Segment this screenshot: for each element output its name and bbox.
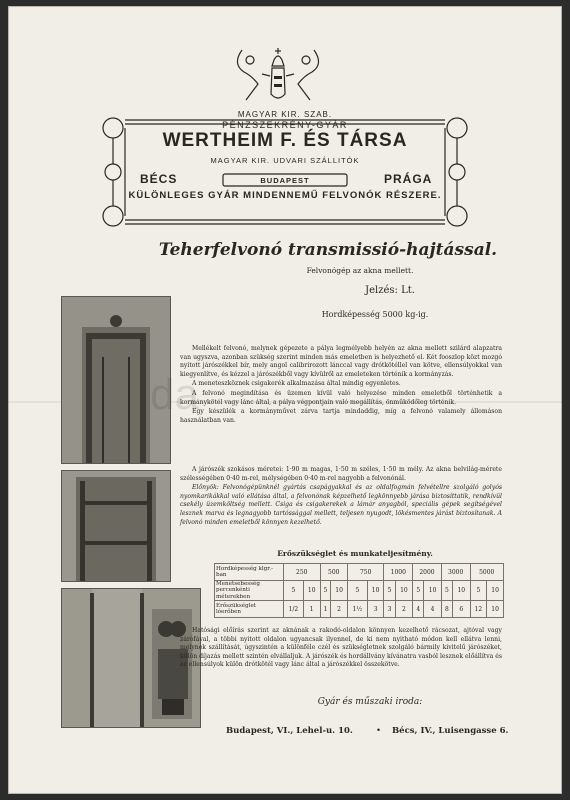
table-cell: 5000: [470, 564, 503, 581]
letterhead-line3: MAGYAR KIR. UDVARI SZÁLLITÓK: [210, 156, 360, 165]
paragraph: Mellékelt felvonó, melynek gépezete a pálya legmélyebb helyén az akna mellett szilárd alapzatra van ugyszva, azonban szükség szerint minden más emeletben is helyezhető el. Két fooszlop közt mozgó nyitott járószékkel bír, mely angol calibrirozott lánccal vagy drótkötéllel van kötve, ellensúlyokkal van kiegyenlítve, és kézzel a járószékből vagy kívülről az emeleteken történik a kormányzás.: [180, 345, 502, 378]
table-cell: 6: [453, 601, 470, 618]
marking-label: Jelzés: Lt.: [365, 285, 415, 296]
table-cell: 1000: [384, 564, 413, 581]
letterhead-line4: KÜLÖNLEGES GYÁR MINDENNEMŰ FELVONÓK RÉSZERE.: [128, 190, 442, 201]
paragraph: A felvonó megindítása és üzemen kívül való helyezése minden emeletből történhetik a kormánykötél vagy lánc által, a pálya végpontjain való megállítás, önműködőleg történik.: [180, 389, 502, 406]
table-cell: 10: [395, 581, 412, 601]
letterhead-line2: PÉNZSZEKRÉNY-GYÁR: [222, 120, 348, 130]
performance-table: [214, 563, 504, 618]
table-title: Erőszükséglet és munkateljesítmény.: [277, 549, 433, 558]
table-cell: 5: [320, 581, 331, 601]
table-cell: 4: [424, 601, 441, 618]
table-cell: 5: [413, 581, 424, 601]
body-section-2: [180, 466, 502, 527]
company-name: WERTHEIM F. ÉS TÁRSA: [162, 130, 408, 151]
table-cell: 1/2: [284, 601, 304, 618]
body-section-3: [180, 627, 502, 670]
table-cell: 250: [284, 564, 321, 581]
table-cell: 8: [441, 601, 452, 618]
table-row: [215, 564, 504, 581]
address-vienna: Bécs, IV., Luisengasse 6.: [392, 726, 509, 736]
city-left: BÉCS: [140, 172, 178, 186]
letterhead-line1: MAGYAR KIR. SZAB.: [237, 110, 333, 119]
table-cell: 1: [303, 601, 320, 618]
paragraph: Előnyök: Felvonógépünknél gyártás csapágyakkal és az oldalfogmán felvétellre szolgáló golyós nyomkarikákkal való ellátása által, a felvonónak képzelhető legkönnyebb járása biztosíttatik, rendkívül csekély üzemköltség mellett. Csiga és csigakerekek a lámár anyagból, speciális gépek segítségével lesznek marva és legnagyobb tartóssággal mellett, teljesen nyugodt, lökésmentes járást biztosítanak. A felvonó minden emeletből könnyen kezelhető.: [180, 484, 502, 526]
table-cell: 10: [487, 601, 504, 618]
row-label: Hordképesség klgr.-ban: [215, 564, 284, 581]
address-budapest: Budapest, VI., Lehel-u. 10.: [226, 726, 353, 736]
table-cell: 2: [331, 601, 348, 618]
paragraph: Egy készülék a kormányművet zárva tartja mindaddig, míg a felvonó valamely állomáson használatban van.: [180, 408, 502, 424]
table-cell: 3: [384, 601, 395, 618]
table-row: [215, 601, 504, 618]
body-section-1: [180, 345, 502, 425]
table-cell: 10: [303, 581, 320, 601]
table-row: [215, 581, 504, 601]
table-cell: 10: [331, 581, 348, 601]
paragraph: A járószék szokásos méretei: 1·90 m magas, 1·50 m széles, 1·50 m mély. Az akna belvilág-mérete szélességében 0·40 m-rel, mélységében 0·40 m-rel nagyobb a felvonónál.: [180, 466, 502, 482]
watermark: da: [150, 370, 199, 419]
table-cell: 5: [441, 581, 452, 601]
table-cell: 1: [320, 601, 331, 618]
table-cell: 10: [424, 581, 441, 601]
table-cell: 5: [284, 581, 304, 601]
row-label: Menetsebesség percenkénti méterekben: [215, 581, 284, 601]
table-cell: 12: [470, 601, 487, 618]
table-cell: 5: [384, 581, 395, 601]
table-cell: 1½: [347, 601, 367, 618]
table-cell: 5: [470, 581, 487, 601]
bullet-separator: •: [376, 726, 382, 736]
table-cell: 10: [367, 581, 384, 601]
table-cell: 10: [487, 581, 504, 601]
table-cell: 4: [413, 601, 424, 618]
document-subtitle: Felvonógép az akna mellett.: [306, 266, 414, 275]
paragraph: A meneteszköznek csigakerék alkalmazása által mindig egyenletes.: [192, 380, 401, 388]
table-cell: 2: [395, 601, 412, 618]
capacity-label: Hordképesség 5000 kg-ig.: [321, 310, 429, 319]
table-cell: 2000: [413, 564, 442, 581]
elevator-photo-middle: [61, 470, 171, 582]
row-label: Erőszükséglet lóerőben: [215, 601, 284, 618]
office-heading: Gyár és műszaki iroda:: [317, 697, 423, 707]
document-title: Teherfelvonó transmissió-hajtással.: [158, 240, 498, 260]
table-cell: 10: [453, 581, 470, 601]
table-cell: 750: [347, 564, 384, 581]
city-center: BUDAPEST: [260, 176, 310, 185]
table-cell: 5: [347, 581, 367, 601]
table-cell: 500: [320, 564, 347, 581]
city-right: PRÁGA: [384, 172, 433, 186]
table-cell: 3000: [441, 564, 470, 581]
coat-of-arms-emblem: [222, 40, 334, 110]
paragraph: Hatósági előírás szerint az aknának a rakodó-oldalon könnyen kezelhető rácsozat, ajtóval vagy zárófával, a többi nyitott oldalon ugyancsak ilyennel, de ki nem nyitható módon kell ellátva lenni, melynek szállítását, úgyszintén a különféle czél és szükségletnek szolgáló bármily kivitelű járószéket, külön díjazás mellett szintén elvállaljuk. A járószék és hordállvány kívánatra vasból lesznek előállítva és az ellensúlyok külön drótkötél vagy lánc által a járószékkel összekötve.: [180, 627, 502, 669]
table-cell: 3: [367, 601, 384, 618]
